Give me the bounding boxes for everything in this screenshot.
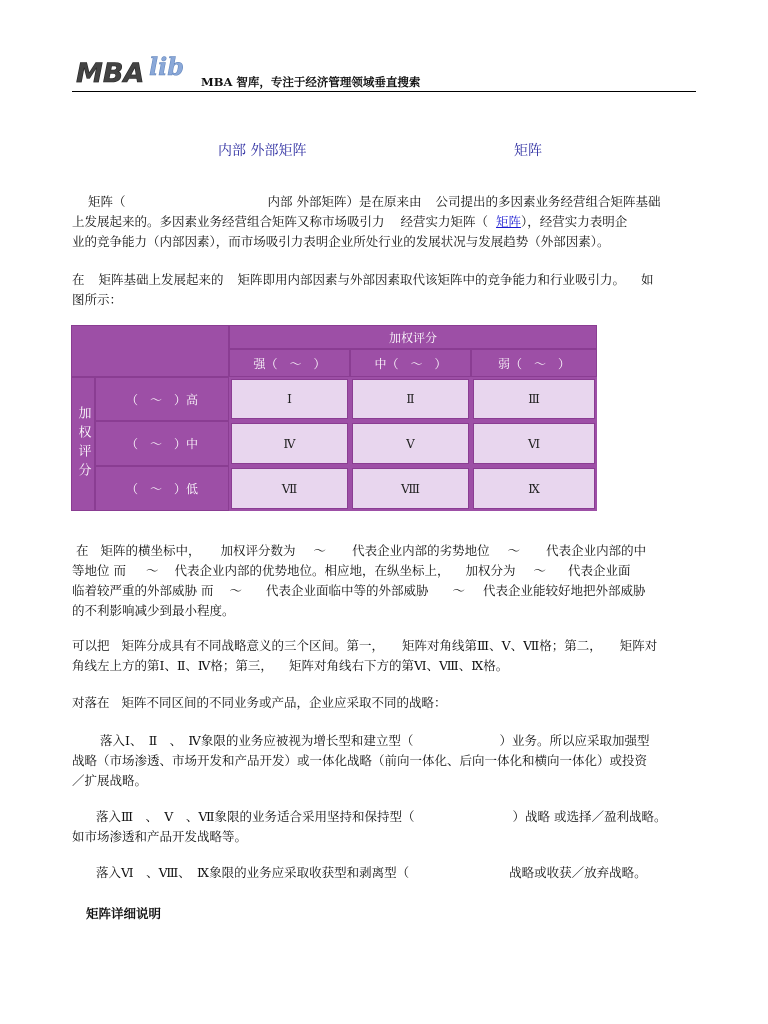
- matrix-corner: [71, 325, 229, 377]
- intro-paragraph: 矩阵（ 内部 外部矩阵）是在原来由 公司提出的多因素业务经营组合矩阵基础 上发展起来的。多因素业务经营组合矩阵又称市场吸引力 经营实力矩阵（ 矩阵），经营实力表明企 业的竞争能力（内部因素），而市场吸引力表明企业所处行业的发展状况与发展趋势（外部因素）。: [72, 194, 661, 249]
- matrix-cell-7: Ⅶ: [231, 468, 348, 509]
- matrix-row-side-label: 加权评分: [71, 377, 95, 511]
- section-heading: 矩阵详细说明: [86, 906, 162, 921]
- matrix-cell-8: Ⅷ: [352, 468, 469, 509]
- paragraph-8: 落入Ⅵ 、Ⅷ、 Ⅸ象限的业务应采取收获型和剥离型（ 战略或收获／放弃战略。: [96, 865, 647, 880]
- matrix-cell-6: Ⅵ: [473, 423, 595, 464]
- matrix-col-header-weak: 弱（ ～ ）: [471, 349, 597, 377]
- page-title-left: 内部 外部矩阵: [218, 143, 307, 159]
- paragraph-4: 可以把 矩阵分成具有不同战略意义的三个区间。第一， 矩阵对角线第Ⅲ、Ⅴ、Ⅶ格；第二， 矩阵对 角线左上方的第Ⅰ、Ⅱ、Ⅳ格；第三， 矩阵对角线右下方的第Ⅵ、Ⅷ、Ⅸ格。: [72, 638, 658, 673]
- svg-text:MBA: MBA: [76, 58, 145, 89]
- matrix-col-header-strong: 强（ ～ ）: [229, 349, 350, 377]
- matrix-top-header: 加权评分: [229, 325, 597, 349]
- svg-text:lib: lib: [149, 55, 185, 81]
- page-title-right: 矩阵: [514, 143, 542, 159]
- site-slogan: MBA 智库，专注于经济管理领域垂直搜索: [201, 75, 421, 89]
- matrix-cell-2: Ⅱ: [352, 379, 469, 419]
- paragraph-5: 对落在 矩阵不同区间的不同业务或产品，企业应采取不同的战略：: [72, 695, 447, 710]
- header-divider: [72, 91, 696, 92]
- matrix-link[interactable]: 矩阵: [496, 214, 522, 229]
- matrix-col-header-medium: 中（ ～ ）: [350, 349, 471, 377]
- mbalib-logo[interactable]: [74, 55, 206, 91]
- matrix-cell-4: Ⅳ: [231, 423, 348, 464]
- ie-matrix-table: [71, 325, 597, 511]
- matrix-cell-9: Ⅸ: [473, 468, 595, 509]
- paragraph-6: 落入Ⅰ、 Ⅱ 、 Ⅳ象限的业务应被视为增长型和建立型（ ）业务。所以应采取加强型 战略（市场渗透、市场开发和产品开发）或一体化战略（前向一体化、后向一体化和横向一体化）或投资 ／扩展战略。: [72, 733, 650, 788]
- matrix-cell-5: Ⅴ: [352, 423, 469, 464]
- matrix-cell-1: Ⅰ: [231, 379, 348, 419]
- matrix-row-header-mid: （ ～ ）中: [95, 421, 229, 466]
- paragraph-2: 在 矩阵基础上发展起来的 矩阵即用内部因素与外部因素取代该矩阵中的竞争能力和行业吸引力。 如 图所示：: [72, 272, 654, 307]
- matrix-row-header-low: （ ～ ）低: [95, 466, 229, 511]
- paragraph-7: 落入Ⅲ 、 Ⅴ 、Ⅶ象限的业务适合采用坚持和保持型（ ）战略 或选择／盈利战略。 如市场渗透和产品开发战略等。: [72, 809, 667, 844]
- matrix-cell-3: Ⅲ: [473, 379, 595, 419]
- matrix-row-header-high: （ ～ ）高: [95, 377, 229, 421]
- paragraph-3: 在 矩阵的横坐标中， 加权评分数为 ～ 代表企业内部的劣势地位 ～ 代表企业内部的中 等地位 而 ～ 代表企业内部的优势地位。相应地，在纵坐标上， 加权分为 ～ 代表企业面 临着较严重的外部威胁 而 ～ 代表企业面临中等的外部威胁 ～ 代表企业能较好地把外部威胁 的不利影响减少到最小程度。: [72, 543, 647, 618]
